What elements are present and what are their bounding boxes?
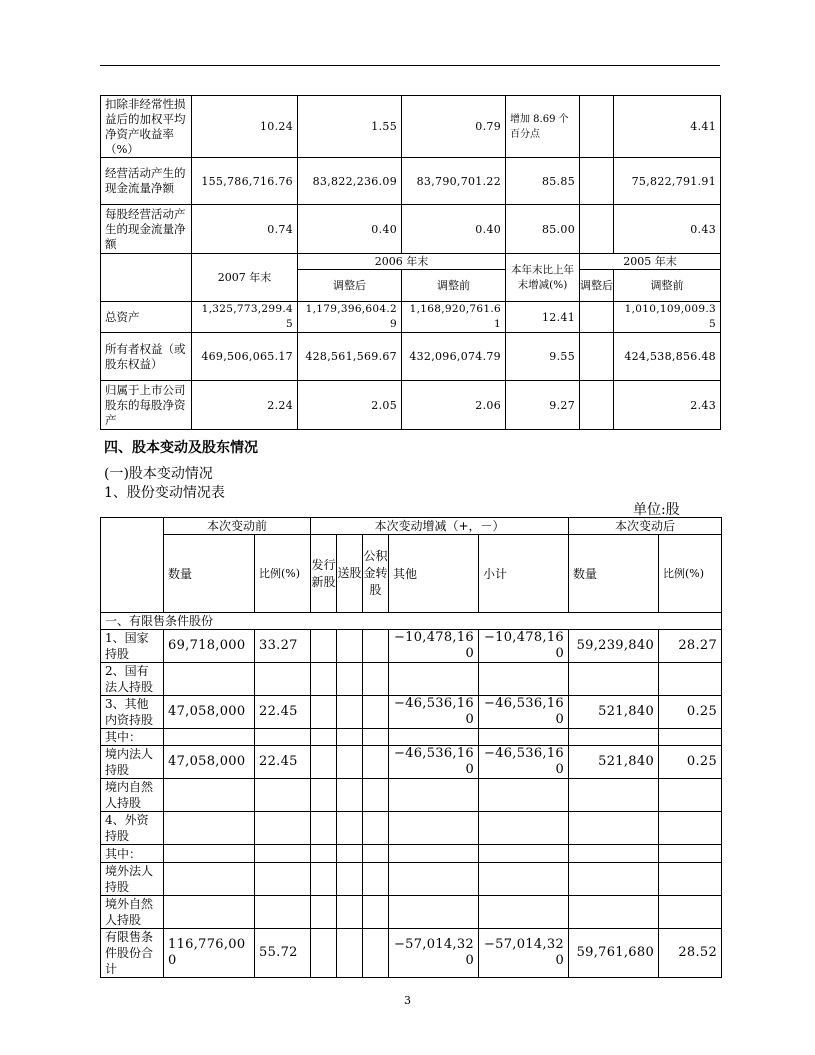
- value-subtotal: [479, 779, 569, 812]
- value-2006-adjusted: 0.40: [298, 205, 402, 254]
- table-row: [101, 333, 721, 381]
- value-other: [389, 779, 479, 812]
- value-ratio: 33.27: [255, 630, 311, 663]
- value-other: [389, 845, 479, 863]
- value-transfer: [363, 896, 389, 929]
- value-bonus: [337, 746, 363, 779]
- header-2005-before: 调整前: [614, 270, 721, 302]
- value-qty-after: 521,840: [569, 696, 659, 729]
- value-2005-adjusted: [580, 381, 614, 430]
- value-ratio-after: 0.25: [659, 746, 722, 779]
- value-subtotal: [479, 845, 569, 863]
- header-change: 本次变动增减（+，－）: [311, 518, 569, 535]
- subsection-title: (一)股本变动情况: [104, 466, 213, 482]
- value-2005-adjusted: [580, 205, 614, 254]
- value-bonus: [337, 929, 363, 978]
- table-row: [101, 96, 721, 158]
- value-other: −46,536,160: [389, 746, 479, 779]
- table-row: [101, 302, 721, 333]
- value-ratio: [255, 845, 311, 863]
- value-ratio-after: 0.25: [659, 696, 722, 729]
- value-qty: [164, 779, 255, 812]
- value-transfer: [363, 630, 389, 663]
- value-qty-after: [569, 896, 659, 929]
- header-ratio-after: 比例(%): [659, 535, 722, 613]
- value-2005-before: 75,822,791.91: [614, 158, 721, 205]
- table-row: [101, 845, 722, 863]
- value-other: [389, 729, 479, 746]
- value-2006-adjusted: 2.05: [298, 381, 402, 430]
- table-body: [101, 630, 722, 978]
- row-label: 境内自然人持股: [101, 779, 164, 812]
- value-ratio-after: [659, 863, 722, 896]
- row-label: 经营活动产生的现金流量净额: [101, 158, 192, 205]
- value-ratio: [255, 729, 311, 746]
- header-2006: 2006 年末: [298, 254, 506, 270]
- header-bonus: 送股: [337, 535, 363, 613]
- value-2005-adjusted: [580, 333, 614, 381]
- value-ratio: 22.45: [255, 696, 311, 729]
- value-change: 增加 8.69 个百分点: [506, 96, 580, 158]
- table-row: [101, 663, 722, 696]
- header-issue: 发行新股: [311, 535, 337, 613]
- table-title: 1、股份变动情况表: [104, 485, 225, 501]
- value-2006-before: 0.40: [402, 205, 506, 254]
- value-qty-after: [569, 729, 659, 746]
- value-2006-adjusted: 83,822,236.09: [298, 158, 402, 205]
- value-subtotal: −46,536,160: [479, 746, 569, 779]
- value-qty-after: [569, 812, 659, 845]
- value-qty: [164, 812, 255, 845]
- value-qty-after: 521,840: [569, 746, 659, 779]
- value-qty-after: [569, 863, 659, 896]
- value-2005-before: 424,538,856.48: [614, 333, 721, 381]
- value-2005-before: 1,010,109,009.35: [614, 302, 721, 333]
- value-2007: 155,786,716.76: [192, 158, 298, 205]
- value-subtotal: [479, 896, 569, 929]
- value-qty-after: [569, 663, 659, 696]
- header-blank: [101, 518, 164, 613]
- value-2006-before: 83,790,701.22: [402, 158, 506, 205]
- group-label: 一、有限售条件股份: [101, 613, 722, 630]
- value-qty: [164, 729, 255, 746]
- value-qty-after: [569, 845, 659, 863]
- value-transfer: [363, 812, 389, 845]
- value-subtotal: −57,014,320: [479, 929, 569, 978]
- value-bonus: [337, 729, 363, 746]
- value-ratio-after: 28.27: [659, 630, 722, 663]
- value-issue: [311, 929, 337, 978]
- group-row: [101, 613, 722, 630]
- value-other: −57,014,320: [389, 929, 479, 978]
- value-2006-before: 432,096,074.79: [402, 333, 506, 381]
- value-ratio: 22.45: [255, 746, 311, 779]
- value-qty: [164, 663, 255, 696]
- value-subtotal: −46,536,160: [479, 696, 569, 729]
- value-change: 9.55: [506, 333, 580, 381]
- header-row: [101, 535, 722, 613]
- value-qty: 69,718,000: [164, 630, 255, 663]
- value-2007: 469,506,065.17: [192, 333, 298, 381]
- header-after: 本次变动后: [569, 518, 722, 535]
- row-label: 3、其他内资持股: [101, 696, 164, 729]
- value-qty: [164, 896, 255, 929]
- value-transfer: [363, 863, 389, 896]
- value-ratio: [255, 896, 311, 929]
- header-2005-adjusted: 调整后: [580, 270, 614, 302]
- row-label: 境外自然人持股: [101, 896, 164, 929]
- value-ratio-after: 28.52: [659, 929, 722, 978]
- value-ratio-after: [659, 663, 722, 696]
- value-ratio-after: [659, 779, 722, 812]
- value-issue: [311, 729, 337, 746]
- row-label: 4、外资持股: [101, 812, 164, 845]
- value-issue: [311, 845, 337, 863]
- value-2006-before: 1,168,920,761.61: [402, 302, 506, 333]
- row-label: 有限售条件股份合计: [101, 929, 164, 978]
- value-ratio-after: [659, 812, 722, 845]
- page-number: 3: [404, 994, 411, 1007]
- value-bonus: [337, 630, 363, 663]
- value-2007: 2.24: [192, 381, 298, 430]
- row-label: 每股经营活动产生的现金流量净额: [101, 205, 192, 254]
- value-ratio-after: [659, 729, 722, 746]
- value-ratio: [255, 779, 311, 812]
- value-bonus: [337, 896, 363, 929]
- value-transfer: [363, 929, 389, 978]
- header-before: 本次变动前: [164, 518, 311, 535]
- table-row: [101, 696, 722, 729]
- row-label: 境内法人持股: [101, 746, 164, 779]
- value-issue: [311, 779, 337, 812]
- value-transfer: [363, 845, 389, 863]
- header-change: 本年末比上年末增减(%): [506, 254, 580, 302]
- value-2006-before: 2.06: [402, 381, 506, 430]
- value-bonus: [337, 812, 363, 845]
- value-2005-adjusted: [580, 96, 614, 158]
- value-qty: [164, 845, 255, 863]
- table-row: [101, 158, 721, 205]
- table-row: [101, 729, 722, 746]
- value-2005-adjusted: [580, 302, 614, 333]
- row-label: 其中：: [101, 845, 164, 863]
- value-bonus: [337, 845, 363, 863]
- value-2005-adjusted: [580, 158, 614, 205]
- value-qty-after: 59,239,840: [569, 630, 659, 663]
- header-2005: 2005 年末: [580, 254, 721, 270]
- header-row: [101, 254, 721, 270]
- value-transfer: [363, 779, 389, 812]
- financial-indicators-table: [100, 95, 721, 430]
- value-qty: 47,058,000: [164, 746, 255, 779]
- value-subtotal: [479, 663, 569, 696]
- row-label: 归属于上市公司股东的每股净资产: [101, 381, 192, 430]
- table-row: [101, 205, 721, 254]
- value-2005-before: 2.43: [614, 381, 721, 430]
- row-label: 2、国有法人持股: [101, 663, 164, 696]
- value-2007: 0.74: [192, 205, 298, 254]
- header-qty: 数量: [164, 535, 255, 613]
- value-qty: [164, 863, 255, 896]
- value-issue: [311, 696, 337, 729]
- row-label: 1、国家持股: [101, 630, 164, 663]
- value-2006-before: 0.79: [402, 96, 506, 158]
- value-2006-adjusted: 1.55: [298, 96, 402, 158]
- header-transfer: 公积金转股: [363, 535, 389, 613]
- value-subtotal: [479, 863, 569, 896]
- value-ratio: [255, 863, 311, 896]
- header-other: 其他: [389, 535, 479, 613]
- value-ratio: [255, 663, 311, 696]
- value-ratio-after: [659, 845, 722, 863]
- value-ratio: 55.72: [255, 929, 311, 978]
- value-qty-after: 59,761,680: [569, 929, 659, 978]
- value-other: [389, 812, 479, 845]
- value-ratio-after: [659, 896, 722, 929]
- value-transfer: [363, 663, 389, 696]
- value-2006-adjusted: 428,561,569.67: [298, 333, 402, 381]
- value-qty-after: [569, 779, 659, 812]
- value-bonus: [337, 696, 363, 729]
- value-bonus: [337, 863, 363, 896]
- value-transfer: [363, 696, 389, 729]
- value-2005-before: 4.41: [614, 96, 721, 158]
- value-other: [389, 663, 479, 696]
- value-bonus: [337, 663, 363, 696]
- value-change: 9.27: [506, 381, 580, 430]
- value-issue: [311, 663, 337, 696]
- value-change: 85.00: [506, 205, 580, 254]
- header-2006-before: 调整前: [402, 270, 506, 302]
- value-bonus: [337, 779, 363, 812]
- value-2007: 1,325,773,299.45: [192, 302, 298, 333]
- value-issue: [311, 896, 337, 929]
- value-subtotal: [479, 812, 569, 845]
- value-issue: [311, 863, 337, 896]
- value-subtotal: [479, 729, 569, 746]
- value-qty: 47,058,000: [164, 696, 255, 729]
- row-label: 总资产: [101, 302, 192, 333]
- header-ratio: 比例(%): [255, 535, 311, 613]
- value-other: [389, 896, 479, 929]
- unit-label: 单位:股: [633, 502, 680, 518]
- value-qty: 116,776,000: [164, 929, 255, 978]
- table-row: [101, 746, 722, 779]
- section-title: 四、股本变动及股东情况: [104, 440, 258, 456]
- value-issue: [311, 630, 337, 663]
- share-change-table: [100, 517, 722, 978]
- table-row: [101, 812, 722, 845]
- table-row: [101, 896, 722, 929]
- table-row: [101, 381, 721, 430]
- header-rule: [100, 65, 720, 66]
- row-label: 扣除非经常性损益后的加权平均净资产收益率（%）: [101, 96, 192, 158]
- header-qty-after: 数量: [569, 535, 659, 613]
- value-issue: [311, 812, 337, 845]
- row-label: 所有者权益（或股东权益）: [101, 333, 192, 381]
- table-row: [101, 863, 722, 896]
- value-transfer: [363, 729, 389, 746]
- table-row: [101, 929, 722, 978]
- row-label: 境外法人持股: [101, 863, 164, 896]
- value-2005-before: 0.43: [614, 205, 721, 254]
- value-change: 85.85: [506, 158, 580, 205]
- value-2007: 10.24: [192, 96, 298, 158]
- header-row: [101, 518, 722, 535]
- value-2006-adjusted: 1,179,396,604.29: [298, 302, 402, 333]
- header-blank: [101, 254, 192, 302]
- value-other: −46,536,160: [389, 696, 479, 729]
- value-issue: [311, 746, 337, 779]
- value-other: −10,478,160: [389, 630, 479, 663]
- header-2006-adjusted: 调整后: [298, 270, 402, 302]
- table-row: [101, 779, 722, 812]
- row-label: 其中：: [101, 729, 164, 746]
- value-other: [389, 863, 479, 896]
- table-row: [101, 630, 722, 663]
- value-ratio: [255, 812, 311, 845]
- header-2007: 2007 年末: [192, 254, 298, 302]
- value-subtotal: −10,478,160: [479, 630, 569, 663]
- value-transfer: [363, 746, 389, 779]
- header-subtotal: 小计: [479, 535, 569, 613]
- value-change: 12.41: [506, 302, 580, 333]
